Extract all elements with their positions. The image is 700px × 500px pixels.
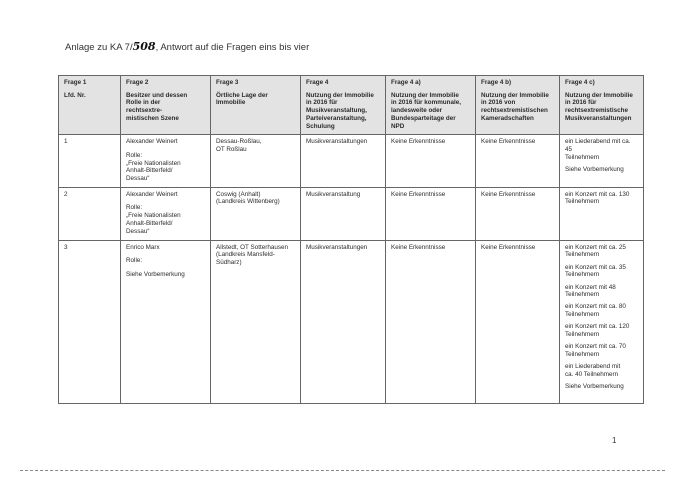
music-event-text: ein Konzert mit 48 [565,283,616,291]
header-subtitle: Besitzer und dessen [126,91,188,99]
header-subtitle: NPD [391,122,405,130]
kameradschaften-cell [476,135,560,188]
music-event-entry [565,191,639,206]
music-event-entry [565,166,639,174]
header-cell-frage-4 [301,76,386,135]
location-text: Allstedt, OT Sotterhausen [216,243,288,251]
npd-cell [386,187,476,240]
role-text: „Freie Nationalisten [126,212,181,220]
header-subtitle: Rolle in der [126,99,161,107]
header-subtitle: in 2016 für kommunale, [391,99,461,107]
music-event-text: ein Konzert mit ca. 25 [565,243,626,251]
usage-text: Musikveranstaltung [306,190,361,198]
header-title: Frage 1 [64,79,87,86]
music-event-text: ein Liederabend mit [565,363,621,371]
location-text: Dessau-Roßlau, [216,138,262,146]
kameradschaften-cell [476,187,560,240]
header-subtitle: in 2016 von [481,99,516,107]
header-subtitle: landesweite oder [391,107,443,115]
npd-text: Keine Erkenntnisse [391,243,446,251]
header-cell-frage-4b [476,76,560,135]
footer-divider [20,470,665,471]
header-cell-frage-1 [59,76,121,135]
owner-cell [121,135,211,188]
header-subtitle: Schulung [306,122,335,130]
owner-cell [121,240,211,403]
header-title: Frage 4 [306,79,329,86]
music-event-text: Teilnehmern [565,198,600,206]
header-cell-frage-4c [560,76,644,135]
header-subtitle: Nutzung der Immobilie [481,91,549,99]
header-title: Frage 4 c) [565,79,595,86]
music-event-text: Teilnehmern [565,271,600,279]
music-event-entry [565,138,639,161]
kameradschaften-text: Keine Erkenntnisse [481,138,536,146]
header-subtitle: rechtsextremistische [565,107,629,115]
music-events-cell [560,187,644,240]
header-subtitle: Parteiveranstaltung, [306,114,367,122]
usage-cell [301,187,386,240]
header-title: Frage 4 a) [391,79,421,86]
music-event-entry [565,343,639,358]
header-subtitle: rechtsextremistischen [481,107,548,115]
header-cell-frage-2 [121,76,211,135]
music-event-text: ca. 40 Teilnehmern [565,370,619,378]
header-subtitle: Immobilie [216,99,246,107]
header-subtitle: Nutzung der Immobilie [306,91,374,99]
owner-cell [121,187,211,240]
nr-cell [59,187,121,240]
location-text: (Landkreis Wittenberg) [216,198,280,206]
music-event-text: ein Konzert mit ca. 120 [565,323,630,331]
usage-cell [301,240,386,403]
header-cell-frage-4a [386,76,476,135]
table-row [59,135,644,188]
header-row [59,76,644,135]
music-events-cell [560,240,644,403]
npd-cell [386,240,476,403]
npd-cell [386,135,476,188]
music-event-entry [565,244,639,259]
music-event-text: Teilnehmern [565,350,600,358]
header-cell-frage-3 [211,76,301,135]
header-title: Frage 2 [126,79,149,86]
role-text: Dessau“ [126,175,150,183]
location-text: Coswig (Anhalt) [216,190,261,198]
header-subtitle: Kameradschaften [481,114,534,122]
music-event-entry [565,284,639,299]
music-events-cell [560,135,644,188]
heading-suffix: , Antwort auf die Fragen eins bis vier [155,42,310,53]
role-text: Anhalt-Bitterfeld/ [126,167,173,175]
role-label: Rolle: [126,257,143,265]
music-event-text: Teilnehmern [565,153,600,161]
header-subtitle: rechtsextre- [126,107,163,115]
location-text: OT Roßlau [216,145,247,153]
music-event-text: Siehe Vorbemerkung [565,383,624,391]
header-title: Frage 4 b) [481,79,512,86]
usage-cell [301,135,386,188]
music-event-text: Teilnehmern [565,291,600,299]
music-event-text: ein Konzert mit ca. 70 [565,343,626,351]
header-subtitle: Nutzung der Immobilie [391,91,459,99]
usage-text: Musikveranstaltungen [306,138,368,146]
header-subtitle: Musikveranstaltung, [306,107,367,115]
header-subtitle: Örtliche Lage der [216,91,268,99]
header-subtitle: Bundesparteitage der [391,114,456,122]
location-cell [211,135,301,188]
nr-cell [59,135,121,188]
role-text: Anhalt-Bitterfeld/ [126,219,173,227]
music-event-entry [565,363,639,378]
header-subtitle: mistischen Szene [126,114,179,122]
header-subtitle: in 2016 für [565,99,597,107]
role-text: „Freie Nationalisten [126,159,181,167]
nr-cell [59,240,121,403]
music-event-text: Teilnehmern [565,331,600,339]
header-subtitle: Musikveranstaltungen [565,114,632,122]
kameradschaften-text: Keine Erkenntnisse [481,243,536,251]
role-text: Siehe Vorbemerkung [126,271,185,279]
npd-text: Keine Erkenntnisse [391,138,446,146]
table-row [59,187,644,240]
header-title: Frage 3 [216,79,239,86]
role-text: Dessau“ [126,227,150,235]
kameradschaften-cell [476,240,560,403]
music-event-entry [565,383,639,391]
kameradschaften-text: Keine Erkenntnisse [481,190,536,198]
music-event-text: Siehe Vorbemerkung [565,165,624,173]
header-subtitle: Lfd. Nr. [64,91,86,99]
header-subtitle: in 2016 für [306,99,338,107]
location-text: (Landkreis Mansfeld- [216,251,275,259]
row-number: 2 [64,190,68,198]
owner-name: Alexander Weinert [126,138,178,146]
row-number: 1 [64,138,68,146]
role-label: Rolle: [126,204,143,212]
owner-name: Alexander Weinert [126,190,178,198]
music-event-text: ein Liederabend mit ca. 45 [565,138,631,153]
music-event-text: Teilnehmern [565,311,600,319]
role-label: Rolle: [126,151,143,159]
music-event-text: ein Konzert mit ca. 35 [565,263,626,271]
document-heading [65,40,309,53]
music-event-text: ein Konzert mit ca. 130 [565,190,630,198]
music-event-text: ein Konzert mit ca. 80 [565,303,626,311]
usage-text: Musikveranstaltungen [306,243,368,251]
owner-name: Enrico Marx [126,243,160,251]
location-cell [211,187,301,240]
music-event-entry [565,323,639,338]
table-row [59,240,644,403]
row-number: 3 [64,243,68,251]
heading-prefix: Anlage zu KA 7/ [65,42,133,53]
music-event-entry [565,264,639,279]
answer-table [58,75,644,404]
npd-text: Keine Erkenntnisse [391,190,446,198]
handwritten-number: 508 [132,40,156,53]
music-event-text: Teilnehmern [565,251,600,259]
location-cell [211,240,301,403]
music-event-entry [565,303,639,318]
page-number: 1 [612,436,617,445]
header-subtitle: Nutzung der Immobilie [565,91,633,99]
location-text: Südharz) [216,259,242,267]
